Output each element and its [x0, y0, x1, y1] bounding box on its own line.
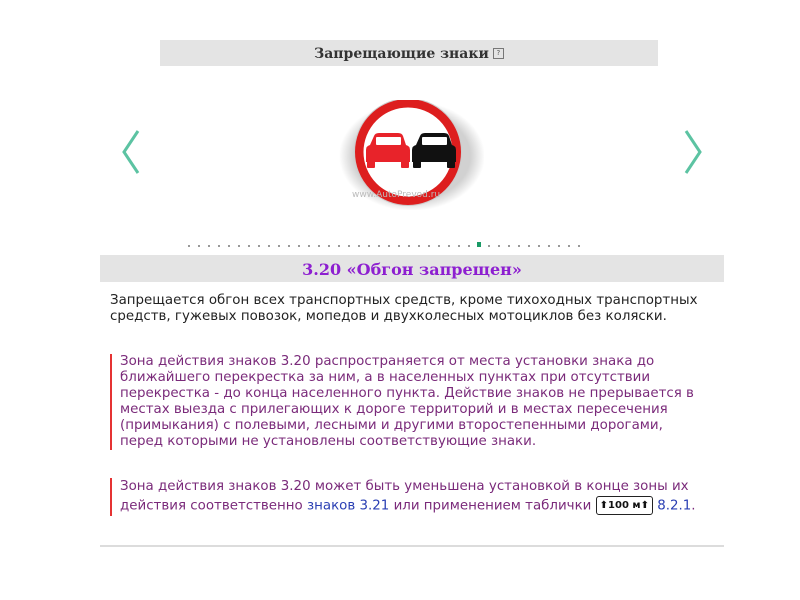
carousel-dot[interactable] — [574, 237, 584, 247]
carousel-dot[interactable] — [334, 237, 344, 247]
carousel-dot[interactable] — [454, 237, 464, 247]
carousel-dot[interactable] — [214, 237, 224, 247]
arrow-up-icon: ⬆ — [599, 500, 609, 511]
distance-plate-icon — [596, 496, 653, 515]
note-text: Зона действия знаков 3.20 может быть уменьшена установкой в конце зоны их действия соответственно — [120, 479, 689, 514]
sign-title: 3.20 «Обгон запрещен» — [302, 260, 522, 279]
carousel-dot[interactable] — [474, 237, 484, 247]
carousel-dot[interactable] — [434, 237, 444, 247]
carousel-dot[interactable] — [324, 237, 334, 247]
reduction-note — [110, 478, 710, 516]
arrow-up-icon: ⬆ — [640, 500, 649, 511]
carousel-dot[interactable] — [484, 237, 494, 247]
carousel-dot[interactable] — [564, 237, 574, 247]
carousel-dot[interactable] — [514, 237, 524, 247]
carousel-prev-button[interactable] — [120, 128, 144, 180]
carousel-dot[interactable] — [464, 237, 474, 247]
help-icon[interactable]: ? — [493, 48, 504, 59]
sign-3-21-link[interactable]: знаков 3.21 — [307, 498, 390, 514]
note-text: или применением таблички — [389, 498, 596, 514]
carousel-dot[interactable] — [234, 237, 244, 247]
carousel-dot[interactable] — [314, 237, 324, 247]
carousel-dot[interactable] — [254, 237, 264, 247]
section-header — [160, 40, 658, 66]
carousel-dot[interactable] — [444, 237, 454, 247]
divider — [100, 545, 724, 547]
carousel-dot[interactable] — [524, 237, 534, 247]
plate-8-2-1-link[interactable]: 8.2.1 — [657, 498, 692, 514]
carousel-next-button[interactable] — [680, 128, 704, 180]
carousel-dot[interactable] — [224, 237, 234, 247]
carousel-dot[interactable] — [424, 237, 434, 247]
carousel-dot[interactable] — [194, 237, 204, 247]
carousel-dot[interactable] — [274, 237, 284, 247]
carousel-dot[interactable] — [304, 237, 314, 247]
sign-description: Запрещается обгон всех транспортных средств, кроме тихоходных транспортных средств, гужевых повозок, мопедов и двухколесных мотоциклов без коляски. — [110, 293, 698, 324]
carousel-dot[interactable] — [264, 237, 274, 247]
carousel-dot[interactable] — [364, 237, 374, 247]
carousel-dot[interactable] — [394, 237, 404, 247]
chevron-right-icon — [680, 128, 704, 176]
carousel-dot[interactable] — [544, 237, 554, 247]
carousel-dot[interactable] — [404, 237, 414, 247]
carousel-dot[interactable] — [504, 237, 514, 247]
carousel-dot[interactable] — [554, 237, 564, 247]
note-text: . — [691, 498, 696, 514]
carousel-dot[interactable] — [374, 237, 384, 247]
carousel-dot[interactable] — [184, 237, 194, 247]
carousel-dot[interactable] — [284, 237, 294, 247]
carousel-dot[interactable] — [344, 237, 354, 247]
chevron-left-icon — [120, 128, 144, 176]
carousel-dot[interactable] — [494, 237, 504, 247]
carousel-dot[interactable] — [414, 237, 424, 247]
carousel-dot[interactable] — [204, 237, 214, 247]
zone-note: Зона действия знаков 3.20 распространяется от места установки знака до ближайшего перекрестка за ним, а в населенных пунктах при отсутствии перекрестка - до конца населенного пункта. Действие знаков не прерывается в местах выезда с прилегающих к дороге территорий и в местах пересечения (примыкания) с полевыми, лесными и другими второстепенными дорогами, перед которыми не установлены соответствующие знаки. — [110, 354, 710, 450]
plate-text: 100 м — [608, 500, 641, 511]
carousel-dot[interactable] — [534, 237, 544, 247]
sign-title-bar — [100, 255, 724, 282]
carousel-dot[interactable] — [294, 237, 304, 247]
image-watermark: www.AutoPrevod.ru — [352, 190, 441, 200]
carousel-dot[interactable] — [354, 237, 364, 247]
carousel-dot[interactable] — [384, 237, 394, 247]
section-title: Запрещающие знаки — [314, 46, 489, 62]
carousel-dots — [184, 237, 584, 249]
carousel-dot[interactable] — [244, 237, 254, 247]
